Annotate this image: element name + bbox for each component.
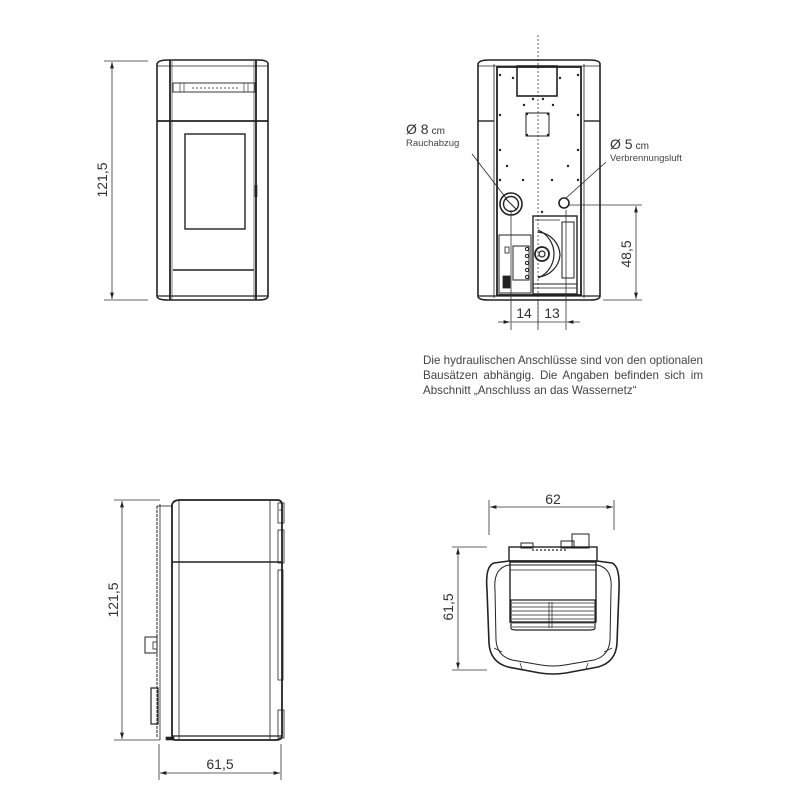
air-unit-text: cm <box>635 141 649 152</box>
top-width-label: 62 <box>545 491 561 507</box>
rear-view <box>472 35 606 325</box>
top-depth-dimension <box>452 547 487 670</box>
top-grille <box>511 600 595 630</box>
rear-height-label: 48,5 <box>618 240 634 268</box>
side-height-label: 121,5 <box>105 582 121 618</box>
svg-text:Ø 5cm <box>610 136 649 152</box>
rear-offset-left-label: 14 <box>516 305 532 321</box>
flue-lbl-text: Rauchabzug <box>406 138 460 149</box>
top-depth-label: 61,5 <box>440 593 456 621</box>
side-depth-label: 61,5 <box>206 756 234 772</box>
side-view <box>114 500 284 740</box>
flue-label <box>406 121 459 149</box>
front-height-label: 121,5 <box>94 162 110 198</box>
top-view <box>487 534 619 674</box>
hydraulic-connections-note: Die hydraulischen Anschlüsse sind von den optionalen Bausätzen abhängig. Die Angaben befinden sich im Abschnitt „Anschluss an das Wassernetz“ <box>423 354 703 397</box>
front-height-dimension <box>104 61 148 300</box>
rear-offset-right-label: 13 <box>544 305 560 321</box>
air-lbl-text: Verbrennungsluft <box>610 153 682 164</box>
flue-unit-text: cm <box>431 126 445 137</box>
front-view <box>104 60 268 300</box>
flue-sym-text: Ø 8 <box>406 121 429 137</box>
rear-offset-dimension <box>498 210 580 330</box>
svg-text:Ø 8cm <box>406 121 445 137</box>
air-sym-text: Ø 5 <box>610 136 633 152</box>
air-inlet-label <box>610 136 682 164</box>
side-height-dimension <box>114 500 160 740</box>
